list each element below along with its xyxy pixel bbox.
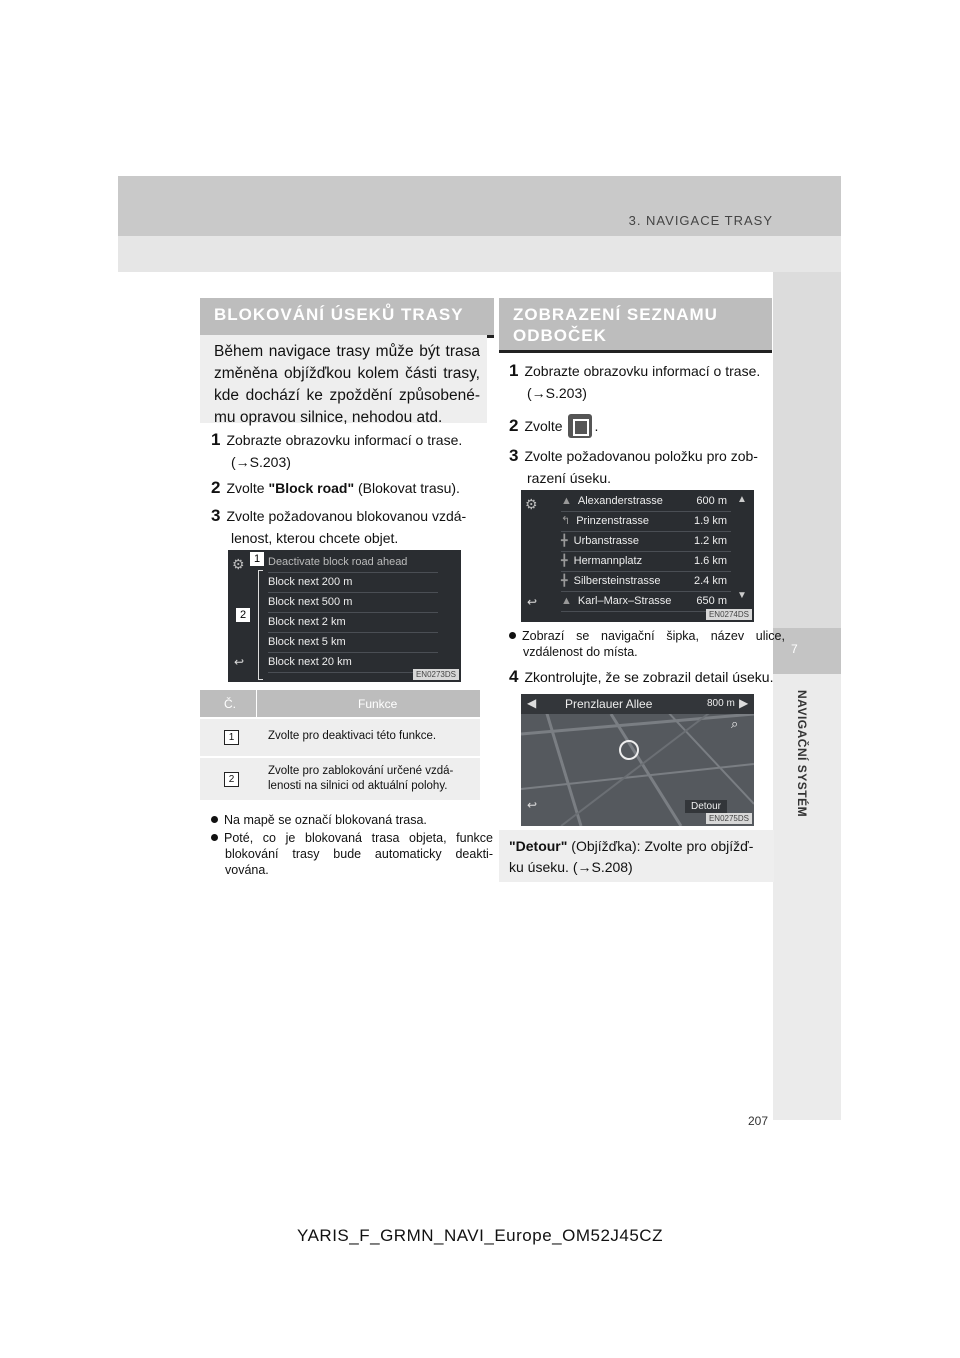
col-divider <box>256 690 257 717</box>
turn-row[interactable] <box>561 512 731 532</box>
back-icon[interactable]: ↩ <box>234 655 245 669</box>
turn-list-icon[interactable] <box>568 414 592 438</box>
step-text: Zobrazte obrazovku informací o trase. <box>524 363 761 379</box>
image-code: EN0274DS <box>706 609 752 620</box>
bullet-text: Poté, co je blokovaná trasa objeta, funkce blokování trasy bude automaticky deakti-vována. <box>224 831 493 877</box>
map-screen <box>521 694 754 826</box>
step-number: 1 <box>509 361 519 380</box>
image-code: EN0275DS <box>706 813 752 824</box>
block-200m-button[interactable]: Block next 200 m <box>268 573 438 593</box>
bullet-text: Zobrazí se navigační šipka, název ulice, vzdálenost do místa. <box>522 629 785 659</box>
row-text-cont: lenosti na silnici od aktuální polohy. <box>268 780 448 792</box>
bullet-item <box>211 830 493 878</box>
arrow-icon: ▲ <box>561 595 572 607</box>
street-name: Prinzenstrasse <box>576 515 649 527</box>
step-text-cont: razení úseku. <box>527 470 612 486</box>
step-ref: (→S.203) <box>231 454 291 470</box>
block-20km-button[interactable]: Block next 20 km <box>268 653 438 673</box>
distance: 1.6 km <box>693 555 727 567</box>
settings-gear-icon: ⚙ <box>525 496 538 512</box>
turn-row[interactable] <box>561 532 731 552</box>
scroll-down-icon[interactable]: ▼ <box>737 590 747 601</box>
side-tab-top <box>773 272 841 628</box>
right-step-3 <box>509 445 774 489</box>
block-2km-button[interactable]: Block next 2 km <box>268 613 438 633</box>
back-icon[interactable]: ↩ <box>527 798 538 812</box>
step-number: 4 <box>509 667 519 686</box>
bullet-text: Na mapě se označí blokovaná trasa. <box>224 813 427 827</box>
section-title-turn-list <box>499 298 772 353</box>
block-road-screen <box>228 550 461 682</box>
right-step-1 <box>509 360 774 404</box>
bullet-icon <box>509 632 516 639</box>
left-step-1 <box>211 429 481 473</box>
section-title-line2: ODBOČEK <box>513 326 607 345</box>
arrow-left-icon[interactable]: ◀ <box>527 696 537 710</box>
detour-button[interactable]: Detour <box>685 800 727 813</box>
row-text: Zvolte pro zablokování určené vzdá- <box>268 765 454 777</box>
step-text-end: . <box>594 418 599 434</box>
right-step-2 <box>509 414 774 438</box>
deactivate-block-button[interactable]: Deactivate block road ahead <box>268 553 438 573</box>
section-title-line1: ZOBRAZENÍ SEZNAMU <box>513 305 718 324</box>
distance: 600 m <box>696 495 727 507</box>
left-step-2 <box>211 477 481 499</box>
position-icon <box>619 740 639 760</box>
block-500m-button[interactable]: Block next 500 m <box>268 593 438 613</box>
step-text: Zobrazte obrazovku informací o trase. <box>226 432 463 448</box>
street-name: Hermannplatz <box>573 555 643 567</box>
bullet-item <box>509 628 785 660</box>
intro-text: Během navigace trasy může být trasa změněna objížďkou kolem části trasy, kde dochází ke zpoždění způsobené-mu opravou silnice, nehodou atd. <box>200 335 487 423</box>
step-text: Zvolte požadovanou blokovanou vzdá- <box>226 508 467 524</box>
arrow-icon: ╋ <box>561 555 568 567</box>
detour-label: "Detour" <box>509 838 568 854</box>
turn-row[interactable] <box>561 492 731 512</box>
street-name: Karl–Marx–Strasse <box>577 595 672 607</box>
right-step-4 <box>509 666 774 688</box>
note-text-cont: ku úseku. (→S.208) <box>509 859 633 875</box>
distance: 1.9 km <box>693 515 727 527</box>
step-text-end: (Blokovat trasu). <box>354 480 460 496</box>
arrow-right-icon[interactable]: ▶ <box>739 696 749 710</box>
chapter-title: 3. NAVIGACE TRASY <box>628 213 773 228</box>
zoom-search-icon[interactable]: ⌕ <box>731 716 739 731</box>
turn-list-screen <box>521 490 754 622</box>
header-subband <box>118 236 841 272</box>
table-row <box>200 758 480 800</box>
distance: 650 m <box>696 595 727 607</box>
step-text: Zkontrolujte, že se zobrazil detail úseku. <box>524 669 774 685</box>
table-row <box>200 719 480 756</box>
left-step-3 <box>211 505 481 549</box>
chapter-label: NAVIGAČNÍ SYSTÉM <box>795 690 809 818</box>
step-text: Zvolte <box>524 418 563 434</box>
step-number: 3 <box>211 506 221 525</box>
bullet-icon <box>211 834 218 841</box>
arrow-icon: ↰ <box>561 515 571 527</box>
col-number: Č. <box>224 697 236 711</box>
step-number: 2 <box>509 416 519 435</box>
arrow-icon: ╋ <box>561 535 568 547</box>
settings-gear-icon: ⚙ <box>232 556 245 572</box>
street-name: Urbanstrasse <box>573 535 640 547</box>
map-street-name: Prenzlauer Allee <box>565 697 653 711</box>
arrow-icon: ╋ <box>561 575 568 587</box>
map-distance: 800 m <box>707 698 735 709</box>
row-number-box: 2 <box>224 772 239 787</box>
bullet-icon <box>211 816 218 823</box>
step-text: Zvolte požadovanou položku pro zob- <box>524 448 758 464</box>
street-name: Silbersteinstrasse <box>573 575 661 587</box>
callout-bracket <box>258 570 263 680</box>
row-text: Zvolte pro deaktivaci této funkce. <box>268 730 437 742</box>
col-function: Funkce <box>358 697 398 711</box>
back-icon[interactable]: ↩ <box>527 595 538 609</box>
distance: 2.4 km <box>693 575 727 587</box>
street-name: Alexanderstrasse <box>577 495 663 507</box>
note-text: (Objížďka): Zvolte pro objížď- <box>567 838 754 854</box>
distance: 1.2 km <box>693 535 727 547</box>
step-text: Zvolte <box>226 480 269 496</box>
step-ref: (→S.203) <box>527 385 587 401</box>
callout-2: 2 <box>236 608 250 622</box>
arrow-icon: ▲ <box>561 495 572 507</box>
page-number: 207 <box>748 1114 769 1128</box>
step-number: 2 <box>211 478 221 497</box>
block-5km-button[interactable]: Block next 5 km <box>268 633 438 653</box>
block-road-label: "Block road" <box>268 480 355 496</box>
turn-row[interactable] <box>561 552 731 572</box>
table-header <box>200 690 480 717</box>
step-number: 3 <box>509 446 519 465</box>
bullet-item <box>211 812 493 828</box>
section-title-block-road: BLOKOVÁNÍ ÚSEKŮ TRASY <box>200 298 494 338</box>
chapter-number: 7 <box>791 642 798 656</box>
turn-row[interactable] <box>561 572 731 592</box>
step-number: 1 <box>211 430 221 449</box>
step-text-cont: lenost, kterou chcete objet. <box>231 530 399 546</box>
detour-note <box>499 830 774 882</box>
row-number-box: 1 <box>224 730 239 745</box>
image-code: EN0273DS <box>413 669 459 680</box>
scroll-up-icon[interactable]: ▲ <box>737 494 747 505</box>
callout-1: 1 <box>250 552 264 566</box>
document-code-footer: YARIS_F_GRMN_NAVI_Europe_OM52J45CZ <box>297 1226 663 1245</box>
